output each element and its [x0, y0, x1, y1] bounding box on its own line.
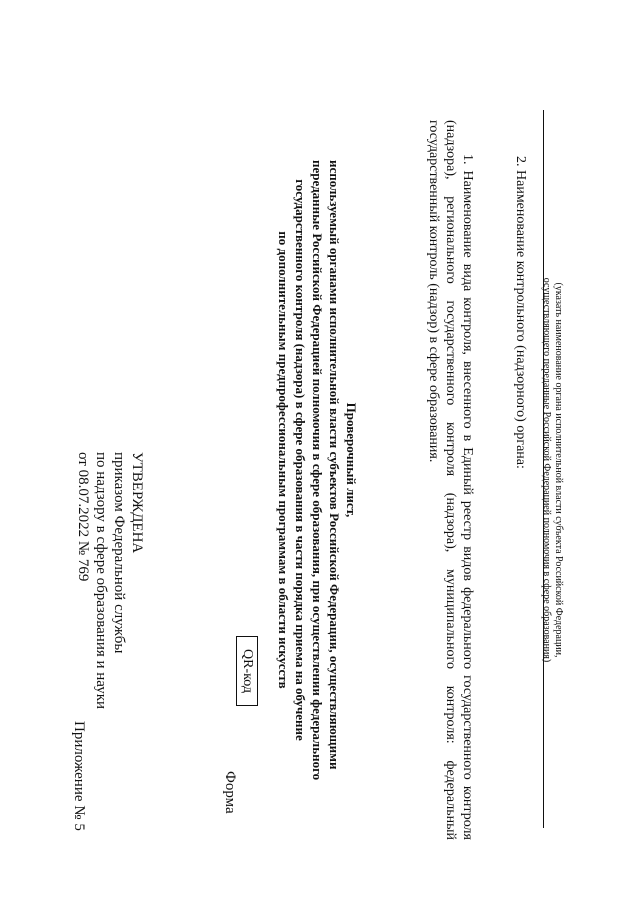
word: государственного [460, 675, 475, 780]
appendix-number: Приложение № 5 [71, 721, 87, 831]
item-1-line-3: государственный контроль (надзор) в сфере образования. [426, 120, 441, 463]
item-1-paragraph [425, 120, 476, 840]
form-label: Форма [222, 771, 238, 814]
title-line: по дополнительным предпрофессиональным программам в области искусств [276, 231, 291, 689]
word: контроля: [443, 685, 458, 744]
footnote-line: осуществляющего переданные Российской Федерацией полномочия в сфере образования) [541, 277, 552, 663]
title-line: государственного контроля (надзора) в сфере образования в части порядка приема на обучение [293, 179, 308, 741]
word: федерального [460, 587, 475, 670]
footnote-hint [540, 150, 564, 790]
approval-block [74, 452, 146, 709]
qr-code-placeholder: QR-код [236, 636, 258, 706]
title-line: переданные Российской Федерацией полномочия в сфере образования, при осуществлении федерального [310, 160, 325, 781]
word: внесенного [460, 360, 475, 429]
item-1-line-1 [459, 120, 476, 840]
word: Наименование [460, 170, 475, 258]
title-line: Проверочный лист, [344, 402, 359, 518]
word: видов [460, 546, 475, 582]
title-line: используемый органами исполнительной власти субъектов Российской Федерации, осуществляющими [327, 160, 342, 770]
approval-line: УТВЕРЖДЕНА [129, 452, 145, 554]
item-2-paragraph: 2. Наименование контрольного (надзорного) органа: [513, 156, 528, 469]
word: контроля [460, 785, 475, 840]
word: Единый [460, 447, 475, 495]
footnote-line: (указать наименование органа исполнительной власти субъекта Российской Федерации, [553, 282, 564, 658]
word: регионального [443, 196, 458, 284]
approval-line: по надзору в сфере образования и науки [93, 452, 109, 710]
approval-line: приказом Федеральной службы [111, 452, 127, 654]
word: (надзора), [443, 120, 458, 180]
word: федеральный [443, 760, 458, 840]
word: 1. [460, 154, 475, 165]
word: реестр [460, 500, 475, 541]
word: муниципального [443, 569, 458, 669]
item-1-line-2 [442, 120, 459, 840]
word: контроля, [460, 297, 475, 355]
word: (надзора), [443, 492, 458, 553]
word: вида [460, 263, 475, 292]
word: в [460, 434, 475, 442]
word: контроля [443, 421, 458, 477]
document-title [275, 160, 360, 781]
word: государственного [443, 300, 458, 406]
approval-line: от 08.07.2022 № 769 [75, 452, 91, 582]
